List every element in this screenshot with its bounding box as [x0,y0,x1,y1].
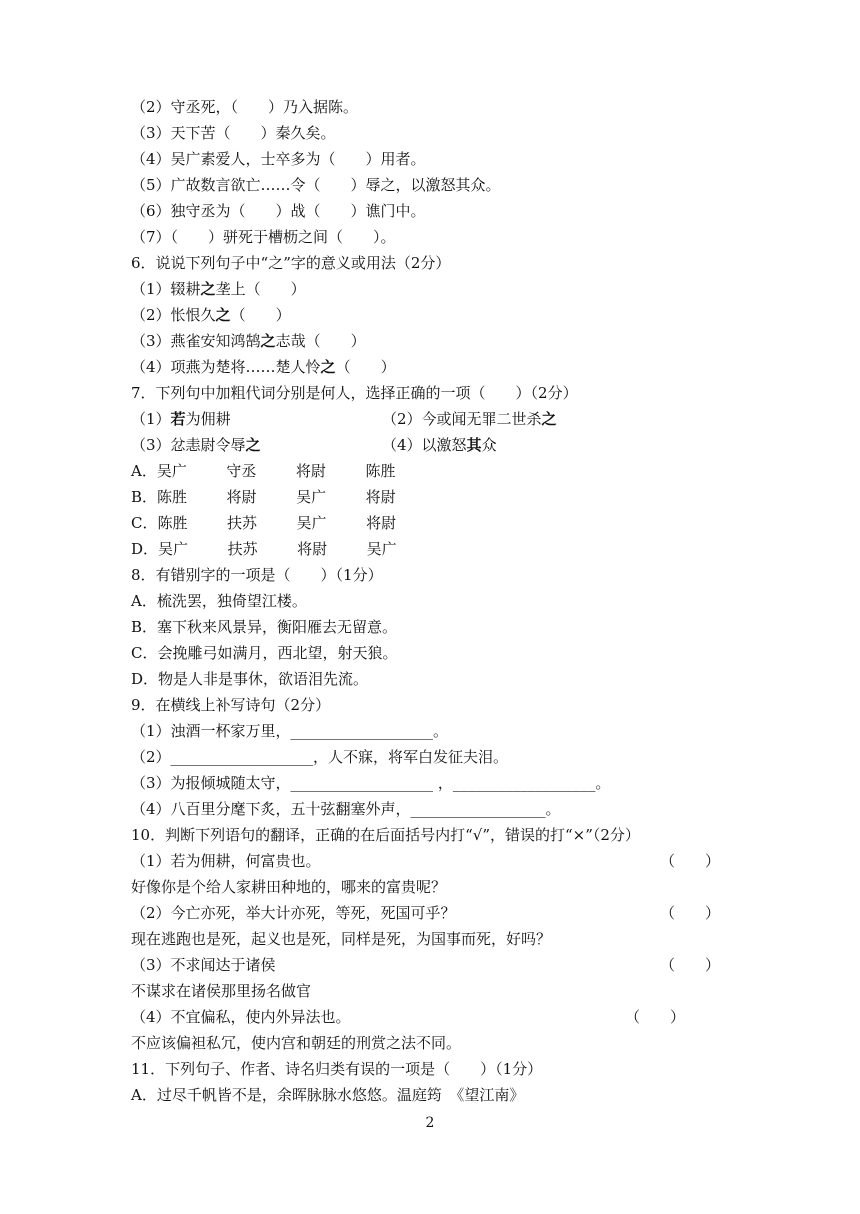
q6-item-3 [131,331,366,351]
page-number: 2 [425,1115,435,1131]
text-span: 垄上（ ） [215,280,306,298]
q10-item-2: （2）今亡亦死，举大计亦死，等死，死国可乎？ [131,904,456,922]
q8-option-a: A．梳洗罢，独倚望江楼。 [131,592,307,610]
q7-option-b: B．陈胜 将尉 吴广 将尉 [131,488,396,506]
q7-option-d: D．吴广 扶苏 将尉 吴广 [131,540,397,558]
q10-translation-1: 好像你是个给人家耕田种地的，哪来的富贵呢？ [131,878,447,896]
text-span: 众 [481,436,497,454]
q5-item-4: （4）吴广素爱人，士卒多为（ ）用者。 [131,150,426,168]
text-span: 志哉（ ） [275,332,366,350]
q10-stem: 10．判断下列语句的翻译，正确的在后面括号内打“√”，错误的打“×”（2分） [131,826,640,844]
text-span: （3）燕雀安知鸿鹄 [131,332,261,350]
text-span: 为佣耕 [185,410,231,428]
text-span: （ ） [335,358,396,376]
q6-item-4 [131,357,396,377]
q5-item-6: （6）独守丞为（ ）战（ ）谯门中。 [131,202,426,220]
q8-option-c: C．会挽雕弓如满月，西北望，射天狼。 [131,644,398,662]
bold-word: 之 [200,280,216,298]
q10-bracket-4: （ ） [625,1008,686,1026]
q10-item-3: （3）不求闻达于诸侯 [131,956,276,974]
q10-translation-2: 现在逃跑也是死，起义也是死，同样是死，为国事而死，好吗？ [131,930,552,948]
q10-translation-3: 不谋求在诸侯那里扬名做官 [131,982,312,1000]
q7-item-4 [382,435,497,455]
bold-word: 其 [466,436,482,454]
q6-item-2 [131,305,291,325]
bold-word: 之 [215,306,231,324]
q9-item-3: （3）为报倾城随太守，___________________ ，___________________。 [131,774,611,792]
q7-item-1 [131,409,231,429]
q10-bracket-2: （ ） [660,904,721,922]
q7-item-3 [131,435,261,455]
q10-translation-4: 不应该偏袒私冗，使内宫和朝廷的刑赏之法不同。 [131,1034,462,1052]
bold-word: 之 [260,332,276,350]
q7-stem: 7．下列句中加粗代词分别是何人，选择正确的一项（ ）（2分） [131,384,578,402]
q11-stem: 11．下列句子、作者、诗名归类有误的一项是（ ）（1分） [131,1060,543,1078]
q5-item-5: （5）广故数言欲亡……令（ ）辱之，以激怒其众。 [131,176,501,194]
bold-word: 之 [320,358,336,376]
q5-item-2: （2）守丞死，（ ）乃入据陈。 [131,98,359,116]
text-span: （3）忿恚尉令辱 [131,436,246,454]
text-span: （ ） [230,306,291,324]
q6-item-1 [131,279,306,299]
q10-bracket-1: （ ） [660,852,721,870]
q11-option-a: A．过尽千帆皆不是，余晖脉脉水悠悠。温庭筠 《望江南》 [131,1086,525,1104]
text-span: （1） [131,410,171,428]
q9-stem: 9．在横线上补写诗句（2分） [131,696,331,714]
q10-bracket-3: （ ） [660,956,721,974]
bold-word: 之 [541,410,557,428]
text-span: （2）怅恨久 [131,306,216,324]
q9-item-4: （4）八百里分麾下炙，五十弦翻塞外声，__________________。 [131,800,561,818]
q7-item-2 [382,409,557,429]
text-span: （2）今或闻无罪二世杀 [382,410,542,428]
q10-item-1: （1）若为佣耕，何富贵也。 [131,852,321,870]
q10-item-4: （4）不宜偏私，使内外异法也。 [131,1008,351,1026]
q8-option-d: D．物是人非是事休，欲语泪先流。 [131,670,369,688]
bold-word: 之 [245,436,261,454]
q9-item-2: （2）___________________，人不寐，将军白发征夫泪。 [131,748,509,766]
text-span: （1）辍耕 [131,280,201,298]
q5-item-7: （7）（ ）骈死于槽枥之间（ ）。 [131,228,396,246]
q5-item-3: （3）天下苦（ ）秦久矣。 [131,124,336,142]
text-span: （4）项燕为楚将……楚人怜 [131,358,321,376]
q8-option-b: B．塞下秋来风景异，衡阳雁去无留意。 [131,618,398,636]
bold-word: 若 [170,410,186,428]
text-span: （4）以激怒 [382,436,467,454]
q6-stem: 6．说说下列句子中“之”字的意义或用法（2分） [131,254,451,272]
q9-item-1: （1）浊酒一杯家万里，___________________。 [131,722,449,740]
q7-option-a: A．吴广 守丞 将尉 陈胜 [131,462,396,480]
q7-option-c: C．陈胜 扶苏 吴广 将尉 [131,514,397,532]
q8-stem: 8．有错别字的一项是（ ）（1分） [131,566,383,584]
